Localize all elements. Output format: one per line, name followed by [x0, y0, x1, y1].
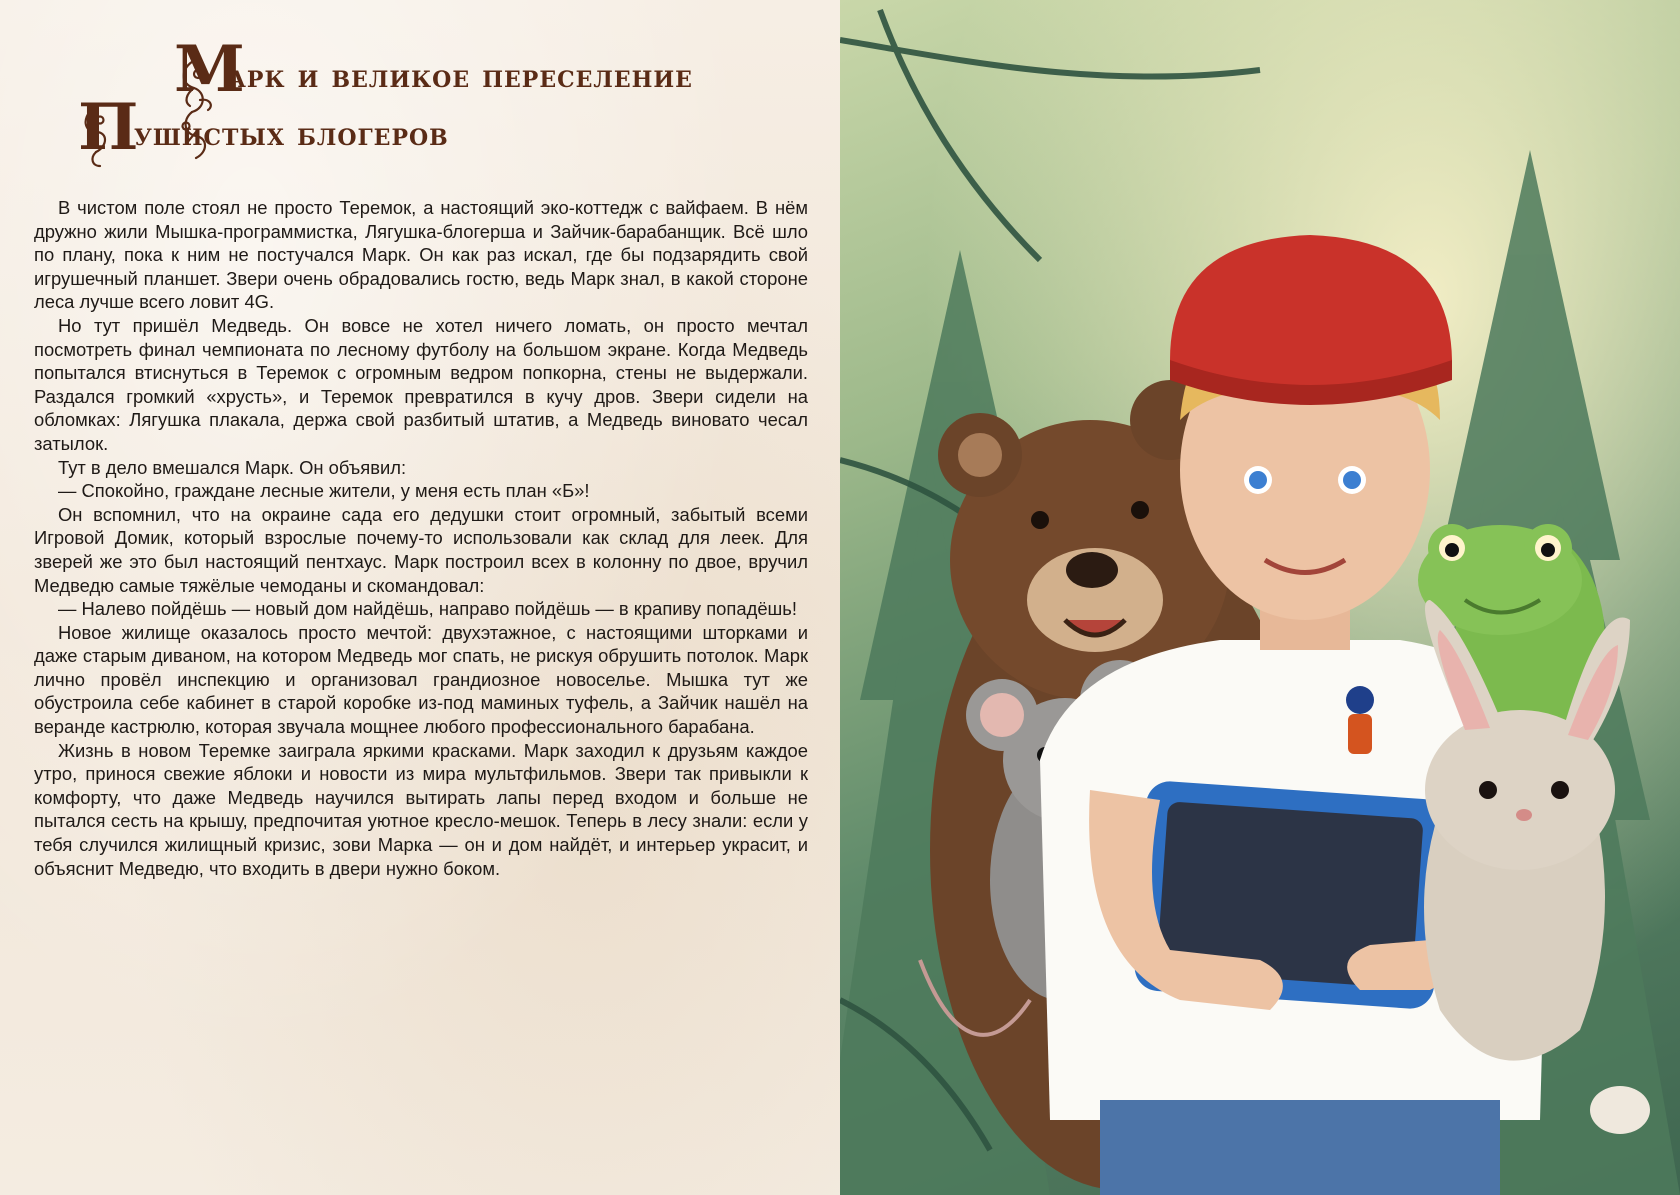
- story-paragraph: В чистом поле стоял не просто Теремок, а настоящий эко-коттедж с вайфаем. В нём дружно жили Мышка-программистка, Лягушка-блогерша и Зайчик-барабанщик. Всё шло по плану, пока к ним не постучался Марк. Он как раз искал, где бы подзарядить свой игрушечный планшет. Звери очень обрадовались гостю, ведь Марк знал, в какой стороне леса лучше всего ловит 4G.: [34, 197, 808, 313]
- shirt-badge-icon: [1346, 686, 1374, 754]
- title-drop-cap-1: М: [174, 32, 246, 107]
- title-text-2: ушистых блогеров: [134, 115, 449, 153]
- title-text-1: арк и великое переселение: [228, 57, 693, 95]
- story-text: [34, 196, 808, 880]
- story-paragraph: Новое жилище оказалось просто мечтой: двухэтажное, с настоящими шторками и даже старым диваном, на котором Медведь мог спать, не рискуя обрушить потолок. Марк лично провёл инспекцию и организовал грандиозное новоселье. Мышка тут же обустроила себе кабинет в старой коробке из-под маминых туфель, а Зайчик нашёл на веранде кастрюлю, которая звучала мощнее любого профессионального барабана.: [34, 621, 808, 738]
- story-paragraph: Тут в дело вмешался Марк. Он объявил:: [58, 456, 407, 478]
- title-line-2: [78, 90, 778, 165]
- story-paragraph: Жизнь в новом Теремке заиграла яркими красками. Марк заходил к друзьям каждое утро, принося свежие яблоки и новости из мира мультфильмов. Звери так привыкли к комфорту, что даже Медведь научился вытирать лапы перед входом и больше не пытался сесть на крышу, предпочитая уютное кресло-мешок. Теперь в лесу знали: если у тебя случился жилищный кризис, зови Марка — он и дом найдёт, и интерьер украсит, и объяснит Медведю, что входить в двери нужно боком.: [34, 739, 808, 879]
- story-paragraph: — Спокойно, граждане лесные жители, у меня есть план «Б»!: [58, 480, 590, 502]
- title-drop-cap-2: П: [78, 90, 140, 165]
- story-paragraph: — Налево пойдёшь — новый дом найдёшь, направо пойдёшь — в крапиву попадёшь!: [58, 598, 797, 620]
- title-line-1: [78, 32, 778, 107]
- illustration-page: [840, 0, 1680, 1195]
- jeans: [1100, 1100, 1500, 1195]
- forest-illustration: [840, 0, 1680, 1195]
- story-paragraph: Он вспомнил, что на окраине сада его дедушки стоит огромный, забытый всеми Игровой Домик, который взрослые почему-то использовали как склад для леек. Для зверей же это был настоящий пентхаус. Марк построил всех в колонну по двое, вручил Медведю самые тяжёлые чемоданы и скомандовал:: [34, 503, 808, 596]
- story-title: [78, 32, 778, 165]
- story-paragraph: Но тут пришёл Медведь. Он вовсе не хотел ничего ломать, он просто мечтал посмотреть финал чемпионата по лесному футболу на большом экране. Когда Медведь попытался втиснуться в Теремок с огромным ведром попкорна, стены не выдержали. Раздался громкий «хрусть», и Теремок превратился в кучу дров. Звери сидели на обломках: Лягушка плакала, держа свой разбитый штатив, а Медведь виновато чесал затылок.: [34, 314, 808, 454]
